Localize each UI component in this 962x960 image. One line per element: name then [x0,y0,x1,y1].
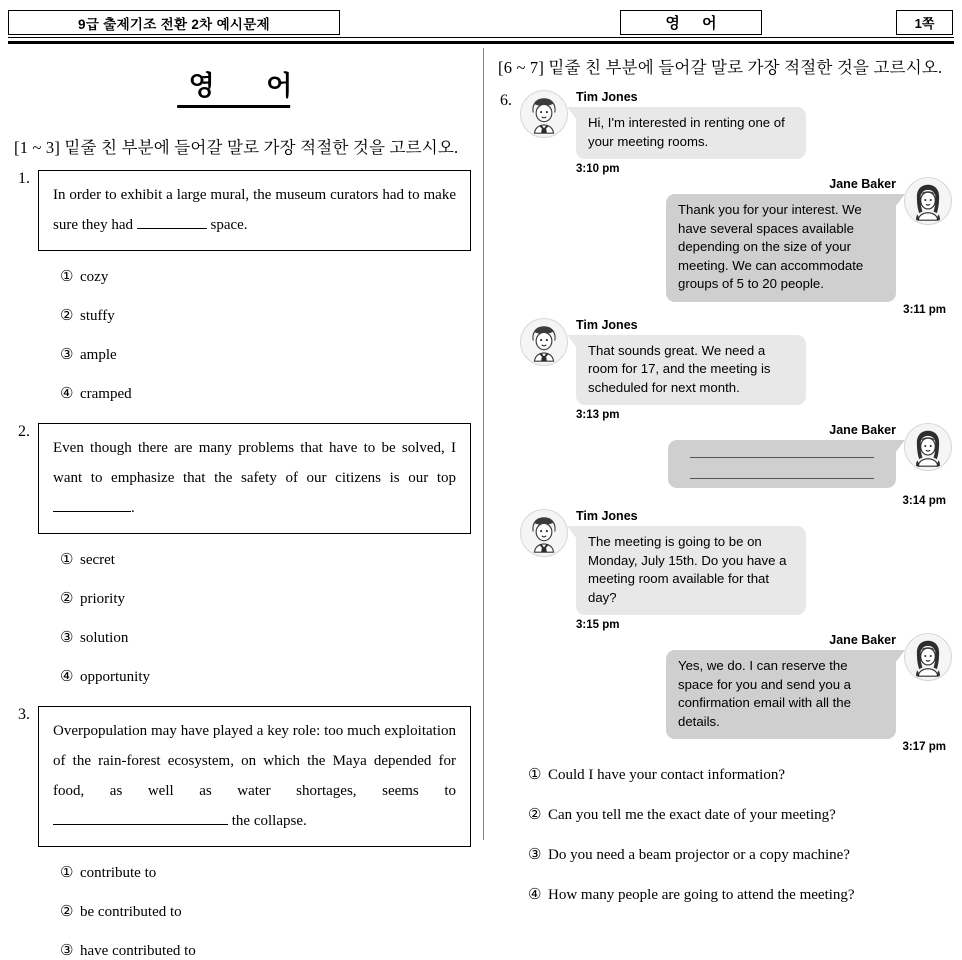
question-3-choice-1[interactable] [60,863,471,882]
chat-message [520,318,952,406]
chat-sender-name: Tim Jones [576,509,638,523]
choice-marker-3: ③ [60,347,74,363]
question-2-passage-text: Even though there are many problems that have to be solved, I want to emphasize that the safety of our citizens is our top [53,440,456,486]
question-3-passage-text: Overpopulation may have played a key role: too much exploitation of the rain-forest ecosystem, on which the Maya depended for food, as well as water shortages, seems to [53,723,456,799]
page-header [0,0,962,38]
choice-marker-1: ① [60,865,74,881]
chat-timestamp: 3:13 pm [576,409,620,421]
chat-sender-name: Tim Jones [576,317,638,332]
chat-timestamp-row [520,617,952,633]
choice-marker-2: ② [60,591,74,607]
choice-marker-4: ④ [60,386,74,402]
man-avatar-icon [520,90,568,138]
question-2-choice-4[interactable] [60,667,471,686]
question-2-choice-1[interactable] [60,550,471,569]
question-1-blank [137,228,207,229]
choice-label-3: Do you need a beam projector or a copy machine? [548,847,850,863]
chat-message-body [666,177,896,302]
choice-marker-1: ① [60,269,74,285]
left-column [0,46,483,959]
choice-marker-2: ② [528,807,542,823]
question-1-choice-2[interactable] [60,306,471,325]
question-2-blank [53,511,131,512]
chat-sender-name: Tim Jones [576,90,638,104]
question-2-choice-2[interactable] [60,589,471,608]
question-3-blank [53,824,228,825]
chat-message [520,633,952,739]
chat-timestamp: 3:11 pm [903,303,946,316]
question-1-choice-1[interactable] [60,267,471,286]
woman-avatar-icon [904,633,952,681]
instruction-questions-6-7: [6 ~ 7] 밑줄 친 부분에 들어갈 말로 가장 적절한 것을 고르시오. [498,58,943,77]
question-6-number: 6. [500,92,512,109]
page-title: 영 어 [167,64,315,108]
choice-marker-2: ② [60,904,74,920]
page-number-label: 1쪽 [914,16,935,31]
chat-bubble: Hi, I'm interested in renting one of your meeting rooms. [576,107,806,159]
page-number-box [896,10,953,35]
chat-message-body [576,509,806,615]
right-column [484,46,962,903]
choice-label-2: priority [80,591,125,607]
choice-marker-3: ③ [528,847,542,863]
question-1 [10,170,471,403]
question-1-passage-tail: space. [210,217,248,233]
choice-marker-3: ③ [60,630,74,646]
question-3-passage [38,706,471,847]
question-1-choice-4[interactable] [60,384,471,403]
question-2-choices [60,550,471,686]
question-2-passage-tail: . [131,500,135,516]
choice-marker-4: ④ [528,887,542,903]
question-1-passage [38,170,471,251]
subject-label: 영 어 [665,15,726,32]
woman-avatar-icon [904,177,952,225]
chat-message [520,90,952,159]
choice-label-3: ample [80,347,117,363]
choice-label-3: have contributed to [80,943,196,959]
chat-message [520,423,952,493]
chat-sender-name: Jane Baker [829,177,896,191]
choice-marker-1: ① [528,767,542,783]
chat-timestamp-row [520,161,952,177]
choice-label-2: Can you tell me the exact date of your meeting? [548,807,836,823]
question-3-number: 3. [18,706,30,723]
header-rule-thick [8,41,954,44]
chat-bubble: That sounds great. We need a room for 17, and the meeting is scheduled for next month. [576,335,806,406]
chat-timestamp: 3:15 pm [576,619,620,631]
chat-timestamp-row [520,739,952,755]
choice-label-2: stuffy [80,308,115,324]
question-2-number: 2. [18,423,30,440]
chat-bubble: Thank you for your interest. We have several spaces available depending on the size of your meeting. We can accommodate groups of 5 to 20 people. [666,194,896,302]
chat-sender-name: Jane Baker [829,633,896,647]
answer-blank-line-1 [690,457,874,458]
question-6-choice-1[interactable] [528,765,952,784]
choice-label-1: contribute to [80,865,157,881]
choice-marker-3: ③ [60,943,74,959]
choice-label-1: cozy [80,269,109,285]
question-2-passage [38,423,471,534]
chat-bubble-answer-blank [668,440,896,488]
subject-box [620,10,762,35]
chat-timestamp: 3:14 pm [902,495,946,507]
choice-label-2: be contributed to [80,904,182,920]
choice-marker-1: ① [60,552,74,568]
question-3-choice-3[interactable] [60,941,471,960]
question-6-choice-2[interactable] [528,805,952,824]
choice-label-1: Could I have your contact information? [548,767,786,783]
question-3-passage-tail: the collapse. [231,813,307,829]
chat-message-body [576,318,806,406]
man-avatar-icon [520,318,568,366]
chat-sender-name: Jane Baker [829,423,896,437]
instruction-questions-1-3: [1 ~ 3] 밑줄 친 부분에 들어갈 말로 가장 적절한 것을 고르시오. [14,138,459,157]
header-rule-thin [8,37,954,38]
choice-label-1: secret [80,552,115,568]
question-1-number: 1. [18,170,30,187]
choice-marker-4: ④ [60,669,74,685]
choice-label-4: cramped [80,386,132,402]
exam-title-label: 9급 출제기조 전환 2차 예시문제 [78,16,270,32]
chat-message [520,509,952,615]
chat-timestamp: 3:10 pm [576,163,620,175]
question-3-choice-2[interactable] [60,902,471,921]
chat-message-body [576,90,806,159]
answer-blank-line-2 [690,478,874,479]
question-6 [498,90,952,904]
chat-message [520,177,952,302]
chat-bubble: The meeting is going to be on Monday, July 15th. Do you have a meeting room available for that day? [576,526,806,615]
exam-title-box [8,10,340,35]
choice-label-3: solution [80,630,129,646]
question-3-choices [60,863,471,960]
choice-label-4: How many people are going to attend the meeting? [548,887,855,903]
chat-timestamp-row [520,493,952,509]
choice-marker-2: ② [60,308,74,324]
question-3 [10,706,471,960]
question-1-passage-text: In order to exhibit a large mural, the museum curators had to make sure they had [53,187,456,233]
chat-bubble: Yes, we do. I can reserve the space for you and send you a confirmation email with all the details. [666,650,896,739]
question-1-choice-3[interactable] [60,345,471,364]
question-6-choice-4[interactable] [528,885,952,904]
woman-avatar-icon [904,423,952,471]
page-columns [0,46,962,959]
chat-message-body [668,423,896,493]
chat-timestamp-row [520,407,952,423]
chat-timestamp: 3:17 pm [902,741,946,753]
man-avatar-icon [520,509,568,557]
chat-message-body [666,633,896,739]
question-2 [10,423,471,686]
question-2-choice-3[interactable] [60,628,471,647]
chat-timestamp-row [520,302,952,318]
question-6-choice-3[interactable] [528,845,952,864]
question-6-choices [528,765,952,904]
question-1-choices [60,267,471,403]
choice-label-4: opportunity [80,669,150,685]
